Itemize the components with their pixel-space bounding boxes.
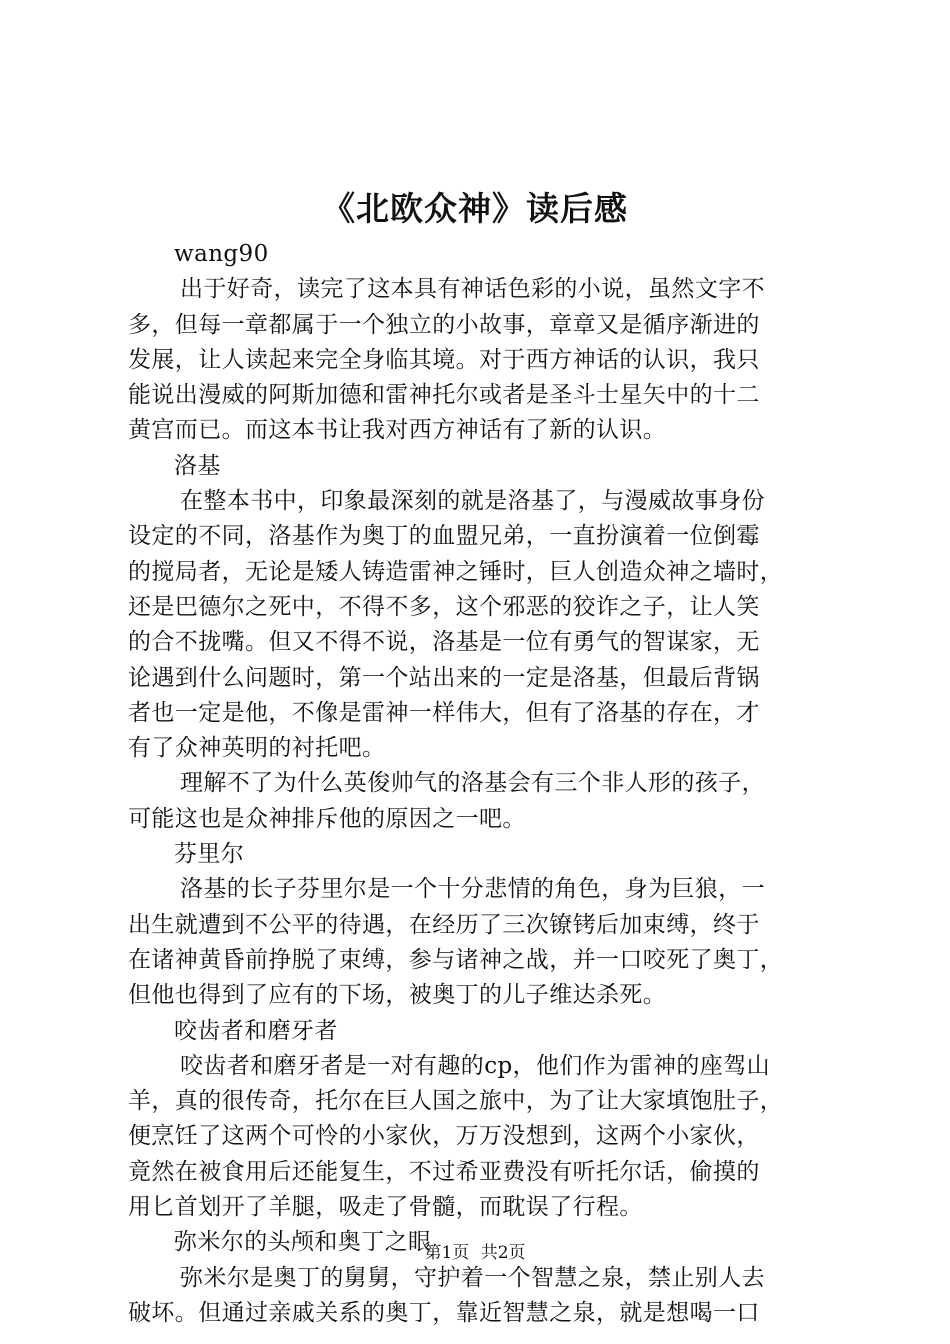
text-line: 的合不拢嘴。但又不得不说，洛基是一位有勇气的智谋家，无 <box>128 629 760 656</box>
text-line: 破坏。但通过亲戚关系的奥丁，靠近智慧之泉，就是想喝一口 <box>128 1299 760 1326</box>
document-title: 《北欧众神》读后感 <box>322 189 628 228</box>
text-line: 在整本书中，印象最深刻的就是洛基了，与漫威故事身份 <box>180 488 765 515</box>
text-line: 理解不了为什么英俊帅气的洛基会有三个非人形的孩子， <box>180 770 765 797</box>
text-line: 论遇到什么问题时，第一个站出来的一定是洛基，但最后背锅 <box>128 664 760 691</box>
text-line: 发展，让人读起来完全身临其境。对于西方神话的认识，我只 <box>128 346 760 373</box>
text-line: 出生就遭到不公平的待遇，在经历了三次镣铐后加束缚，终于 <box>128 911 760 938</box>
text-line: 竟然在被食用后还能复生，不过希亚费没有听托尔话，偷摸的 <box>128 1158 760 1185</box>
text-line: 有了众神英明的衬托吧。 <box>128 735 386 762</box>
text-line: 便烹饪了这两个可怜的小家伙，万万没想到，这两个小家伙， <box>128 1123 760 1150</box>
author-line: wang90 <box>174 241 269 267</box>
text-line: 可能这也是众神排斥他的原因之一吧。 <box>128 805 526 832</box>
document-body <box>128 237 828 1331</box>
text-line: 在诸神黄昏前挣脱了束缚，参与诸神之战，并一口咬死了奥丁， <box>128 946 784 973</box>
text-line: 黄宫而已。而这本书让我对西方神话有了新的认识。 <box>128 417 667 444</box>
section-heading: 弥米尔的头颅和奥丁之眼 <box>174 1229 432 1256</box>
page-footer: 第1页 共2页 <box>424 1243 526 1263</box>
text-line: 出于好奇，读完了这本具有神话色彩的小说，虽然文字不 <box>180 276 765 303</box>
text-line: 但他也得到了应有的下场，被奥丁的儿子维达杀死。 <box>128 982 667 1009</box>
text-line: 弥米尔是奥丁的舅舅，守护着一个智慧之泉，禁止别人去 <box>180 1264 765 1291</box>
paragraph-lines <box>128 272 828 1331</box>
text-line: 羊，真的很传奇，托尔在巨人国之旅中，为了让大家填饱肚子， <box>128 1088 784 1115</box>
text-line: 多，但每一章都属于一个独立的小故事，章章又是循序渐进的 <box>128 311 760 338</box>
text-line: 设定的不同，洛基作为奥丁的血盟兄弟，一直扮演着一位倒霉 <box>128 523 760 550</box>
section-heading: 芬里尔 <box>174 841 245 868</box>
section-heading: 咬齿者和磨牙者 <box>174 1017 338 1044</box>
text-line: 洛基的长子芬里尔是一个十分悲情的角色，身为巨狼，一 <box>180 876 765 903</box>
text-line: 的搅局者，无论是矮人铸造雷神之锤时，巨人创造众神之墙时， <box>128 558 784 585</box>
text-line: 者也一定是他，不像是雷神一样伟大，但有了洛基的存在，才 <box>128 699 760 726</box>
text-line: 还是巴德尔之死中，不得不多，这个邪恶的狡诈之子，让人笑 <box>128 593 760 620</box>
text-line: 咬齿者和磨牙者是一对有趣的cp，他们作为雷神的座驾山 <box>180 1052 771 1079</box>
section-heading: 洛基 <box>174 452 221 479</box>
text-line: 能说出漫威的阿斯加德和雷神托尔或者是圣斗士星矢中的十二 <box>128 382 760 409</box>
text-line: 用匕首划开了羊腿，吸走了骨髓，而耽误了行程。 <box>128 1194 643 1221</box>
